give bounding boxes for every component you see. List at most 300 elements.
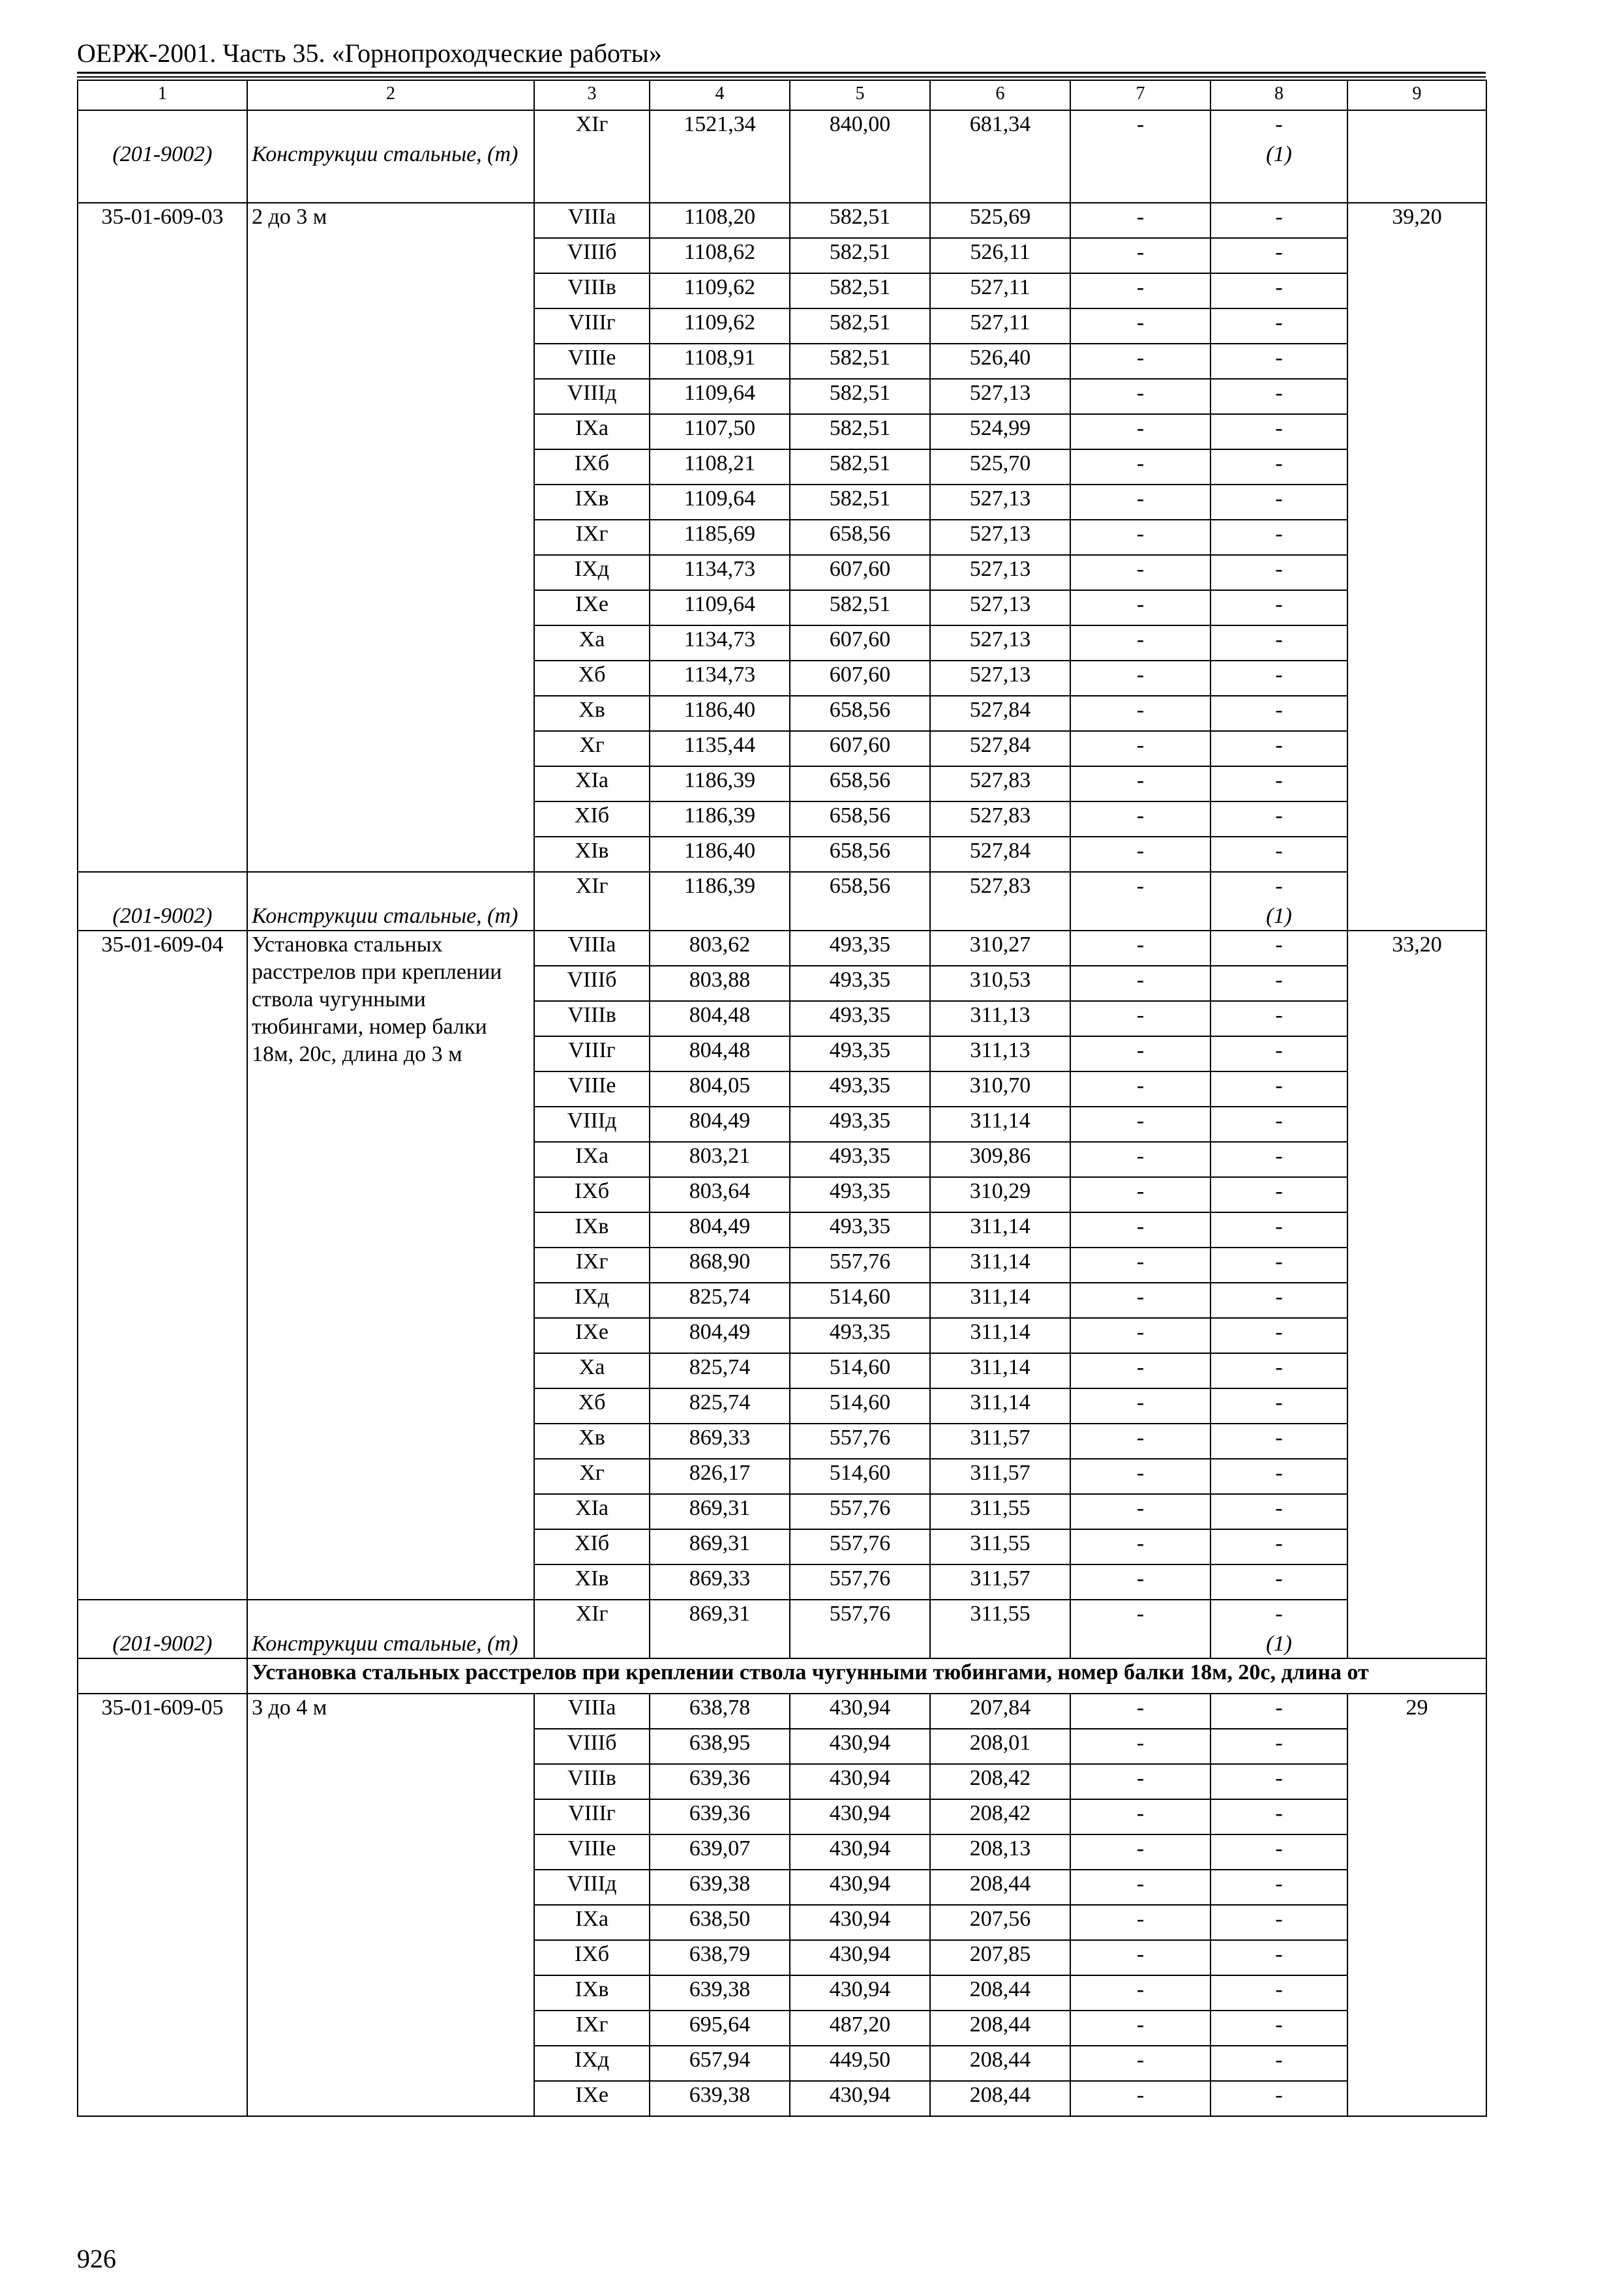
- value-cell: [1210, 1600, 1347, 1658]
- value-cell: 208,44: [930, 2011, 1070, 2046]
- value-cell: 1134,73: [650, 625, 790, 661]
- value-cell: 557,76: [790, 1494, 930, 1529]
- material-code: (201-9002): [112, 1632, 213, 1656]
- column-number: 6: [930, 80, 1070, 110]
- header-rule-thin: [77, 76, 1486, 78]
- value-cell: Ха: [534, 1353, 650, 1388]
- value-cell: -: [1210, 2081, 1347, 2116]
- column-number-row: [78, 80, 1486, 110]
- value-cell: 582,51: [790, 273, 930, 308]
- rate-description: Установка стальных расстрелов при креплении ствола чугунными тюбингами, номер балки 18м, 20с, длина до 3 м: [247, 931, 534, 1600]
- value-cell: 804,05: [650, 1071, 790, 1107]
- value-cell: -: [1210, 414, 1347, 449]
- value-cell: 804,49: [650, 1318, 790, 1353]
- column-number: 4: [650, 80, 790, 110]
- value-cell: -: [1070, 2081, 1210, 2116]
- value-cell: -: [1070, 1177, 1210, 1212]
- value-cell: 311,14: [930, 1353, 1070, 1388]
- labor-cost: 39,20: [1347, 203, 1486, 931]
- value-cell: -: [1210, 1694, 1347, 1729]
- value-cell: -: [1210, 731, 1347, 766]
- value-cell: IХв: [534, 1212, 650, 1248]
- value-cell: -: [1070, 485, 1210, 520]
- value-cell: 1107,50: [650, 414, 790, 449]
- value-cell: 658,56: [790, 766, 930, 801]
- value-cell: VIIIд: [534, 1107, 650, 1142]
- value-cell: VIIIг: [534, 308, 650, 344]
- value-cell: -: [1070, 1764, 1210, 1799]
- value-cell: 527,11: [930, 308, 1070, 344]
- value-cell: -: [1210, 1142, 1347, 1177]
- value-cell: 557,76: [790, 1600, 930, 1658]
- value-cell: 311,55: [930, 1529, 1070, 1564]
- value-cell: -: [1070, 696, 1210, 731]
- value-cell: 493,35: [790, 1001, 930, 1036]
- value-cell: IХд: [534, 555, 650, 590]
- value-cell: -: [1210, 1036, 1347, 1071]
- value-cell: -: [1070, 1975, 1210, 2011]
- value-cell: ХIб: [534, 1529, 650, 1564]
- value-cell: 681,34: [930, 110, 1070, 203]
- value-cell: -: [1210, 2011, 1347, 2046]
- value-cell: 527,83: [930, 801, 1070, 837]
- value-cell: 311,57: [930, 1424, 1070, 1459]
- value-cell: -: [1210, 1494, 1347, 1529]
- value-cell: 607,60: [790, 731, 930, 766]
- value-cell: ХIб: [534, 801, 650, 837]
- value-cell: 311,14: [930, 1283, 1070, 1318]
- value-cell: 207,84: [930, 1694, 1070, 1729]
- value-cell: Хв: [534, 696, 650, 731]
- value-cell: 826,17: [650, 1459, 790, 1494]
- value-cell: 311,55: [930, 1600, 1070, 1658]
- value-cell: 430,94: [790, 1799, 930, 1834]
- value-cell: -: [1210, 555, 1347, 590]
- value-cell: -: [1070, 1283, 1210, 1318]
- value-cell: -: [1070, 1459, 1210, 1494]
- value-cell: 527,13: [930, 379, 1070, 414]
- value-cell: ХIг: [534, 1600, 650, 1658]
- value-cell: -: [1210, 625, 1347, 661]
- value-cell: -: [1210, 1001, 1347, 1036]
- value-cell: IХе: [534, 590, 650, 625]
- value-cell: -: [1210, 696, 1347, 731]
- value-cell: 1134,73: [650, 555, 790, 590]
- value-cell: 1186,39: [650, 766, 790, 801]
- value-cell: -: [1210, 1212, 1347, 1248]
- value-cell: ХIг: [534, 110, 650, 203]
- value-cell: -: [1210, 1283, 1347, 1318]
- value-cell: 207,85: [930, 1940, 1070, 1975]
- material-name: Конструкции стальные, (т): [252, 142, 519, 166]
- value-cell: 557,76: [790, 1564, 930, 1600]
- value-cell: -: [1070, 931, 1210, 966]
- material-code-cell: [78, 110, 247, 203]
- material-code: (201-9002): [112, 904, 213, 928]
- value-cell: 607,60: [790, 625, 930, 661]
- value-cell: 657,94: [650, 2046, 790, 2081]
- value-cell: 582,51: [790, 485, 930, 520]
- value-cell: -: [1210, 1107, 1347, 1142]
- value-cell: VIIIа: [534, 203, 650, 238]
- value-cell: VIIIв: [534, 1764, 650, 1799]
- value-cell: 582,51: [790, 308, 930, 344]
- value-cell: -: [1210, 203, 1347, 238]
- dash: -: [1275, 874, 1283, 898]
- value-cell: -: [1070, 766, 1210, 801]
- value-cell: 825,74: [650, 1388, 790, 1424]
- value-cell: 1134,73: [650, 661, 790, 696]
- value-cell: 526,11: [930, 238, 1070, 273]
- page-number: 926: [77, 2244, 116, 2273]
- value-cell: 208,44: [930, 1870, 1070, 1905]
- material-quantity: (1): [1266, 142, 1292, 166]
- value-cell: -: [1070, 379, 1210, 414]
- value-cell: 1186,40: [650, 696, 790, 731]
- value-cell: 527,83: [930, 766, 1070, 801]
- value-cell: Ха: [534, 625, 650, 661]
- value-cell: 430,94: [790, 1729, 930, 1764]
- value-cell: 527,83: [930, 872, 1070, 931]
- value-cell: VIIIе: [534, 1834, 650, 1870]
- value-cell: 527,84: [930, 837, 1070, 872]
- value-cell: -: [1210, 1764, 1347, 1799]
- value-cell: -: [1070, 520, 1210, 555]
- value-cell: 804,48: [650, 1036, 790, 1071]
- value-cell: 430,94: [790, 1834, 930, 1870]
- value-cell: -: [1210, 238, 1347, 273]
- value-cell: IХа: [534, 1905, 650, 1940]
- value-cell: 311,14: [930, 1212, 1070, 1248]
- value-cell: 658,56: [790, 696, 930, 731]
- value-cell: 527,84: [930, 731, 1070, 766]
- value-cell: 311,14: [930, 1107, 1070, 1142]
- value-cell: 430,94: [790, 1694, 930, 1729]
- table-row: [78, 110, 1486, 164]
- value-cell: IХг: [534, 520, 650, 555]
- value-cell: -: [1210, 1940, 1347, 1975]
- column-number: 8: [1210, 80, 1347, 110]
- value-cell: 310,27: [930, 931, 1070, 966]
- value-cell: 869,33: [650, 1564, 790, 1600]
- value-cell: -: [1210, 1071, 1347, 1107]
- value-cell: -: [1070, 1353, 1210, 1388]
- value-cell: -: [1210, 1248, 1347, 1283]
- dash: -: [1275, 1602, 1283, 1626]
- value-cell: -: [1070, 344, 1210, 379]
- value-cell: 868,90: [650, 1248, 790, 1283]
- value-cell: 493,35: [790, 1177, 930, 1212]
- labor-cost: 33,20: [1347, 931, 1486, 1658]
- value-cell: 638,78: [650, 1694, 790, 1729]
- value-cell: 527,13: [930, 555, 1070, 590]
- value-cell: 869,31: [650, 1600, 790, 1658]
- value-cell: -: [1210, 1424, 1347, 1459]
- value-cell: -: [1210, 801, 1347, 837]
- value-cell: 1109,64: [650, 379, 790, 414]
- value-cell: -: [1070, 110, 1210, 203]
- value-cell: VIIIа: [534, 931, 650, 966]
- column-number: 7: [1070, 80, 1210, 110]
- value-cell: -: [1210, 449, 1347, 485]
- value-cell: 869,33: [650, 1424, 790, 1459]
- value-cell: -: [1070, 273, 1210, 308]
- value-cell: Хг: [534, 1459, 650, 1494]
- value-cell: 1108,91: [650, 344, 790, 379]
- value-cell: 607,60: [790, 555, 930, 590]
- value-cell: 527,13: [930, 590, 1070, 625]
- value-cell: -: [1070, 308, 1210, 344]
- value-cell: 638,95: [650, 1729, 790, 1764]
- value-cell: -: [1070, 1424, 1210, 1459]
- value-cell: IХа: [534, 414, 650, 449]
- value-cell: 803,62: [650, 931, 790, 966]
- material-name: Конструкции стальные, (т): [252, 1632, 519, 1656]
- value-cell: -: [1210, 1353, 1347, 1388]
- blank-cell: [78, 1658, 247, 1694]
- value-cell: -: [1210, 931, 1347, 966]
- value-cell: VIIIв: [534, 1001, 650, 1036]
- value-cell: 524,99: [930, 414, 1070, 449]
- value-cell: 430,94: [790, 1764, 930, 1799]
- value-cell: -: [1210, 1529, 1347, 1564]
- value-cell: 804,49: [650, 1212, 790, 1248]
- value-cell: 639,36: [650, 1764, 790, 1799]
- value-cell: VIIIе: [534, 1071, 650, 1107]
- value-cell: 557,76: [790, 1424, 930, 1459]
- value-cell: 311,57: [930, 1459, 1070, 1494]
- value-cell: -: [1210, 379, 1347, 414]
- value-cell: -: [1070, 1729, 1210, 1764]
- column-number: 2: [247, 80, 534, 110]
- value-cell: -: [1070, 1870, 1210, 1905]
- value-cell: 208,44: [930, 1975, 1070, 2011]
- column-number: 5: [790, 80, 930, 110]
- value-cell: 582,51: [790, 449, 930, 485]
- value-cell: 1185,69: [650, 520, 790, 555]
- value-cell: -: [1070, 1388, 1210, 1424]
- value-cell: 639,38: [650, 1975, 790, 2011]
- value-cell: 208,44: [930, 2081, 1070, 2116]
- value-cell: 1109,62: [650, 308, 790, 344]
- value-cell: 1108,62: [650, 238, 790, 273]
- value-cell: 825,74: [650, 1283, 790, 1318]
- rates-table: [77, 80, 1487, 2117]
- value-cell: VIIIб: [534, 966, 650, 1001]
- value-cell: -: [1070, 661, 1210, 696]
- value-cell: 582,51: [790, 238, 930, 273]
- rate-description: 3 до 4 м: [247, 1694, 534, 2116]
- value-cell: 311,13: [930, 1001, 1070, 1036]
- value-cell: ХIа: [534, 1494, 650, 1529]
- value-cell: -: [1070, 1529, 1210, 1564]
- value-cell: -: [1070, 1694, 1210, 1729]
- value-cell: IХг: [534, 1248, 650, 1283]
- value-cell: -: [1210, 308, 1347, 344]
- value-cell: IХе: [534, 1318, 650, 1353]
- value-cell: -: [1070, 1318, 1210, 1353]
- value-cell: 695,64: [650, 2011, 790, 2046]
- table-row: [78, 203, 1486, 238]
- material-name-cell: [247, 1600, 534, 1658]
- value-cell: -: [1210, 1975, 1347, 2011]
- value-cell: -: [1070, 2011, 1210, 2046]
- value-cell: IХв: [534, 485, 650, 520]
- value-cell: VIIIг: [534, 1799, 650, 1834]
- value-cell: 557,76: [790, 1529, 930, 1564]
- value-cell: 430,94: [790, 1975, 930, 2011]
- value-cell: 310,29: [930, 1177, 1070, 1212]
- value-cell: 658,56: [790, 837, 930, 872]
- value-cell: 430,94: [790, 1870, 930, 1905]
- value-cell: 639,38: [650, 2081, 790, 2116]
- value-cell: IХе: [534, 2081, 650, 2116]
- value-cell: 582,51: [790, 344, 930, 379]
- value-cell: IХд: [534, 2046, 650, 2081]
- value-cell: -: [1210, 1564, 1347, 1600]
- value-cell: 493,35: [790, 931, 930, 966]
- value-cell: IХб: [534, 1940, 650, 1975]
- value-cell: 527,13: [930, 485, 1070, 520]
- value-cell: -: [1070, 1036, 1210, 1071]
- value-cell: 527,13: [930, 625, 1070, 661]
- value-cell: 493,35: [790, 1318, 930, 1353]
- value-cell: 527,13: [930, 661, 1070, 696]
- header-rule: [77, 72, 1486, 74]
- value-cell: -: [1070, 837, 1210, 872]
- rate-code: 35-01-609-04: [78, 931, 247, 1600]
- value-cell: 493,35: [790, 1071, 930, 1107]
- value-cell: -: [1070, 1940, 1210, 1975]
- value-cell: -: [1070, 203, 1210, 238]
- value-cell: VIIIб: [534, 238, 650, 273]
- value-cell: IХа: [534, 1142, 650, 1177]
- value-cell: 514,60: [790, 1459, 930, 1494]
- value-cell: -: [1070, 1248, 1210, 1283]
- value-cell: -: [1070, 2046, 1210, 2081]
- value-cell: -: [1210, 590, 1347, 625]
- material-name-cell: [247, 872, 534, 931]
- value-cell: 803,21: [650, 1142, 790, 1177]
- page-header: ОЕРЖ-2001. Часть 35. «Горнопроходческие работы»: [77, 38, 662, 68]
- value-cell: 493,35: [790, 1212, 930, 1248]
- value-cell: 639,07: [650, 1834, 790, 1870]
- value-cell: 803,88: [650, 966, 790, 1001]
- value-cell: 514,60: [790, 1388, 930, 1424]
- value-cell: 658,56: [790, 520, 930, 555]
- material-name-cell: [247, 110, 534, 203]
- value-cell: Хб: [534, 661, 650, 696]
- value-cell: -: [1070, 1834, 1210, 1870]
- value-cell: 1109,64: [650, 485, 790, 520]
- section-title-row: [78, 1658, 1486, 1694]
- value-cell: -: [1070, 1142, 1210, 1177]
- value-cell: Хв: [534, 1424, 650, 1459]
- value-cell: -: [1070, 731, 1210, 766]
- value-cell: 1108,20: [650, 203, 790, 238]
- value-cell: 311,55: [930, 1494, 1070, 1529]
- value-cell: -: [1210, 1870, 1347, 1905]
- material-quantity: (1): [1266, 904, 1292, 928]
- material-quantity: (1): [1266, 1632, 1292, 1656]
- value-cell: -: [1070, 1494, 1210, 1529]
- value-cell: 514,60: [790, 1283, 930, 1318]
- value-cell: IХб: [534, 449, 650, 485]
- value-cell: -: [1210, 1318, 1347, 1353]
- value-cell: 311,14: [930, 1248, 1070, 1283]
- value-cell: -: [1070, 1107, 1210, 1142]
- value-cell: 1109,64: [650, 590, 790, 625]
- value-cell: -: [1210, 2046, 1347, 2081]
- value-cell: 1109,62: [650, 273, 790, 308]
- value-cell: VIIIд: [534, 1870, 650, 1905]
- value-cell: -: [1210, 344, 1347, 379]
- value-cell: 582,51: [790, 379, 930, 414]
- value-cell: IХв: [534, 1975, 650, 2011]
- value-cell: -: [1210, 1799, 1347, 1834]
- value-cell: 311,13: [930, 1036, 1070, 1071]
- value-cell: 1521,34: [650, 110, 790, 203]
- value-cell: VIIIб: [534, 1729, 650, 1764]
- column-number: 3: [534, 80, 650, 110]
- value-cell: VIIIд: [534, 379, 650, 414]
- value-cell: 527,11: [930, 273, 1070, 308]
- value-cell: -: [1070, 1600, 1210, 1658]
- value-cell: 840,00: [790, 110, 930, 203]
- value-cell: -: [1210, 661, 1347, 696]
- value-cell: -: [1070, 966, 1210, 1001]
- value-cell: 803,64: [650, 1177, 790, 1212]
- value-cell: VIIIв: [534, 273, 650, 308]
- value-cell: -: [1070, 801, 1210, 837]
- value-cell: 310,53: [930, 966, 1070, 1001]
- value-cell: ХIг: [534, 872, 650, 931]
- value-cell: -: [1210, 766, 1347, 801]
- value-cell: -: [1070, 1564, 1210, 1600]
- value-cell: IХг: [534, 2011, 650, 2046]
- value-cell: 493,35: [790, 1107, 930, 1142]
- table-row: [78, 1694, 1486, 1729]
- value-cell: 525,69: [930, 203, 1070, 238]
- value-cell: 1108,21: [650, 449, 790, 485]
- value-cell: 208,13: [930, 1834, 1070, 1870]
- value-cell: 1186,40: [650, 837, 790, 872]
- value-cell: -: [1070, 590, 1210, 625]
- value-cell: 525,70: [930, 449, 1070, 485]
- value-cell: -: [1210, 520, 1347, 555]
- value-cell: 638,50: [650, 1905, 790, 1940]
- material-code-cell: [78, 872, 247, 931]
- value-cell: 1186,39: [650, 872, 790, 931]
- value-cell: -: [1070, 1905, 1210, 1940]
- value-cell: 658,56: [790, 872, 930, 931]
- value-cell: 309,86: [930, 1142, 1070, 1177]
- value-cell: ХIв: [534, 837, 650, 872]
- material-code-cell: [78, 1600, 247, 1658]
- value-cell: 430,94: [790, 1905, 930, 1940]
- value-cell: 804,49: [650, 1107, 790, 1142]
- value-cell: [1210, 110, 1347, 203]
- value-cell: 804,48: [650, 1001, 790, 1036]
- value-cell: -: [1210, 1459, 1347, 1494]
- value-cell: 557,76: [790, 1248, 930, 1283]
- value-cell: 638,79: [650, 1940, 790, 1975]
- value-cell: Хг: [534, 731, 650, 766]
- value-cell: 869,31: [650, 1494, 790, 1529]
- table-row: [78, 931, 1486, 966]
- value-cell: 310,70: [930, 1071, 1070, 1107]
- value-cell: -: [1070, 1071, 1210, 1107]
